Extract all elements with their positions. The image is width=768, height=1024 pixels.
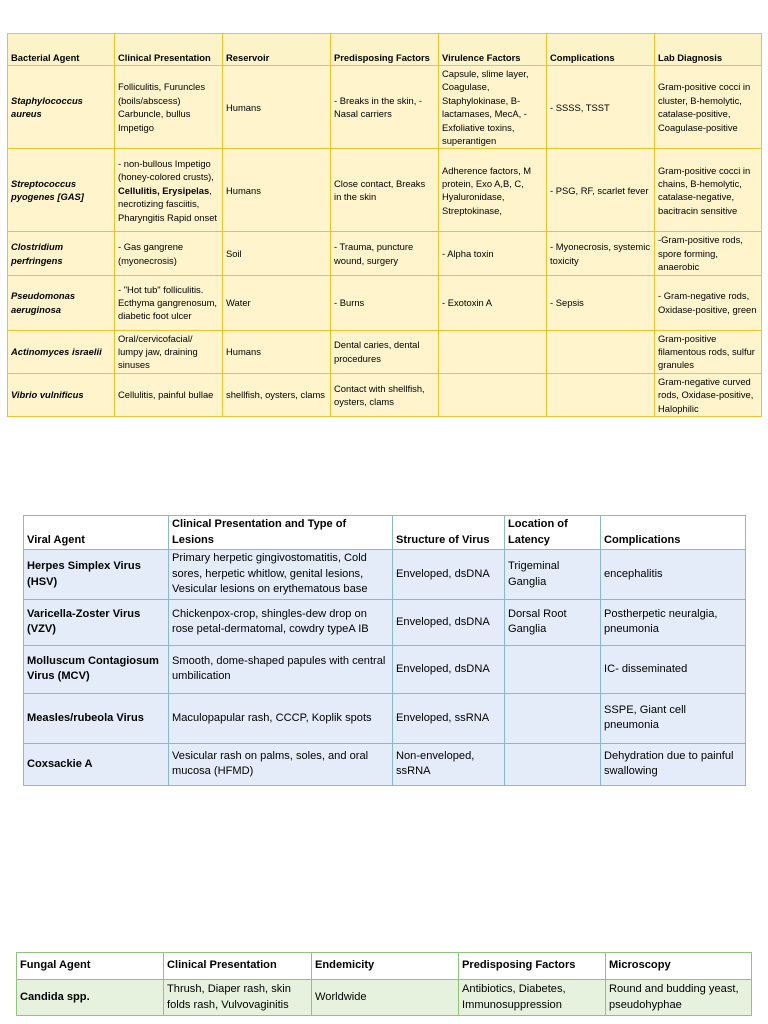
clinical-cell: Thrush, Diaper rash, skin folds rash, Vulvovaginitis xyxy=(164,980,312,1016)
column-header: Predisposing Factors xyxy=(331,34,439,66)
column-header: Clinical Presentation and Type of Lesions xyxy=(169,516,393,550)
virulence-cell: - Exotoxin A xyxy=(439,275,547,330)
complications-cell: - SSSS, TSST xyxy=(547,66,655,149)
virulence-cell: Capsule, slime layer, Coagulase, Staphylokinase, B-lactamases, MecA, - Exfoliative toxins, superantigen xyxy=(439,66,547,149)
clinical-cell: Oral/cervicofacial/ lumpy jaw, draining sinuses xyxy=(115,330,223,373)
reservoir-cell: Humans xyxy=(223,66,331,149)
agent-cell: Clostridium perfringens xyxy=(8,232,115,275)
structure-cell: Non-enveloped, ssRNA xyxy=(393,743,505,785)
clinical-cell: Cellulitis, painful bullae xyxy=(115,373,223,416)
reservoir-cell: Humans xyxy=(223,330,331,373)
agent-cell: Candida spp. xyxy=(17,980,164,1016)
clinical-cell: Smooth, dome-shaped papules with central umbilication xyxy=(169,645,393,693)
table-row xyxy=(8,66,762,149)
endemicity-cell: Worldwide xyxy=(312,980,459,1016)
virulence-cell xyxy=(439,373,547,416)
complications-cell: - PSG, RF, scarlet fever xyxy=(547,149,655,232)
predisposing-cell: Dental caries, dental procedures xyxy=(331,330,439,373)
agent-cell: Coxsackie A xyxy=(24,743,169,785)
table-row xyxy=(8,149,762,232)
latency-cell: Dorsal Root Ganglia xyxy=(505,599,601,645)
clinical-cell: Folliculitis, Furuncles (boils/abscess) Carbuncle, bullus Impetigo xyxy=(115,66,223,149)
table-row xyxy=(24,743,746,785)
agent-cell: Measles/rubeola Virus xyxy=(24,693,169,743)
column-header: Structure of Virus xyxy=(393,516,505,550)
column-header: Predisposing Factors xyxy=(459,953,606,980)
table-row xyxy=(24,645,746,693)
clinical-bold-text: Cellulitis, Erysipelas xyxy=(118,184,210,196)
table-row xyxy=(8,275,762,330)
agent-cell: Actinomyces israelii xyxy=(8,330,115,373)
clinical-cell: Chickenpox-crop, shingles-dew drop on rose petal-dermatomal, cowdry typeA IB xyxy=(169,599,393,645)
complications-cell xyxy=(547,330,655,373)
table-row xyxy=(8,330,762,373)
viral-agents-table xyxy=(23,515,746,786)
latency-cell xyxy=(505,693,601,743)
table-header-row xyxy=(17,953,752,980)
agent-cell: Streptococcus pyogenes [GAS] xyxy=(8,149,115,232)
lab-cell: Gram-positive filamentous rods, sulfur granules xyxy=(655,330,762,373)
complications-cell: - Myonecrosis, systemic toxicity xyxy=(547,232,655,275)
table-row xyxy=(17,980,752,1016)
column-header: Clinical Presentation xyxy=(164,953,312,980)
table-header-row xyxy=(24,516,746,550)
column-header: Complications xyxy=(601,516,746,550)
fungal-agents-table xyxy=(16,952,752,1016)
column-header: Clinical Presentation xyxy=(115,34,223,66)
predisposing-cell: - Trauma, puncture wound, surgery xyxy=(331,232,439,275)
reservoir-cell: shellfish, oysters, clams xyxy=(223,373,331,416)
lab-cell: Gram-negative curved rods, Oxidase-positive, Halophilic xyxy=(655,373,762,416)
complications-cell: Postherpetic neuralgia, pneumonia xyxy=(601,599,746,645)
structure-cell: Enveloped, ssRNA xyxy=(393,693,505,743)
column-header: Microscopy xyxy=(606,953,752,980)
structure-cell: Enveloped, dsDNA xyxy=(393,550,505,600)
complications-cell: SSPE, Giant cell pneumonia xyxy=(601,693,746,743)
clinical-cell: Primary herpetic gingivostomatitis, Cold sores, herpetic whitlow, genital lesions, Vesicular lesions on erythematous base xyxy=(169,550,393,600)
latency-cell xyxy=(505,743,601,785)
column-header: Viral Agent xyxy=(24,516,169,550)
lab-cell: -Gram-positive rods, spore forming, anaerobic xyxy=(655,232,762,275)
table-row xyxy=(24,693,746,743)
reservoir-cell: Water xyxy=(223,275,331,330)
reservoir-cell: Soil xyxy=(223,232,331,275)
table-row xyxy=(8,373,762,416)
table-row xyxy=(24,599,746,645)
complications-cell: IC- disseminated xyxy=(601,645,746,693)
complications-cell: encephalitis xyxy=(601,550,746,600)
column-header: Virulence Factors xyxy=(439,34,547,66)
virulence-cell: Adherence factors, M protein, Exo A,B, C, Hyaluronidase, Streptokinase, xyxy=(439,149,547,232)
table-row xyxy=(24,550,746,600)
agent-cell: Vibrio vulnificus xyxy=(8,373,115,416)
complications-cell xyxy=(547,373,655,416)
bacterial-agents-table xyxy=(7,33,762,417)
agent-cell: Varicella-Zoster Virus (VZV) xyxy=(24,599,169,645)
column-header: Fungal Agent xyxy=(17,953,164,980)
table-row xyxy=(8,232,762,275)
column-header: Reservoir xyxy=(223,34,331,66)
reservoir-cell: Humans xyxy=(223,149,331,232)
predisposing-cell: - Breaks in the skin, - Nasal carriers xyxy=(331,66,439,149)
clinical-cell xyxy=(115,149,223,232)
latency-cell xyxy=(505,645,601,693)
agent-cell: Staphylococcus aureus xyxy=(8,66,115,149)
clinical-cell: - "Hot tub" folliculitis. Ecthyma gangrenosum, diabetic foot ulcer xyxy=(115,275,223,330)
predisposing-cell: Contact with shellfish, oysters, clams xyxy=(331,373,439,416)
clinical-cell: - Gas gangrene (myonecrosis) xyxy=(115,232,223,275)
agent-cell: Pseudomonas aeruginosa xyxy=(8,275,115,330)
column-header: Endemicity xyxy=(312,953,459,980)
agent-cell: Herpes Simplex Virus (HSV) xyxy=(24,550,169,600)
clinical-cell: Maculopapular rash, CCCP, Koplik spots xyxy=(169,693,393,743)
lab-cell: Gram-positive cocci in chains, B-hemolytic, catalase-negative, bacitracin sensitive xyxy=(655,149,762,232)
clinical-text: - non-bullous Impetigo (honey-colored crusts), xyxy=(118,157,214,183)
complications-cell: - Sepsis xyxy=(547,275,655,330)
lab-cell: Gram-positive cocci in cluster, B-hemolytic, catalase-positive, Coagulase-positive xyxy=(655,66,762,149)
microscopy-cell: Round and budding yeast, pseudohyphae xyxy=(606,980,752,1016)
complications-cell: Dehydration due to painful swallowing xyxy=(601,743,746,785)
latency-cell: Trigeminal Ganglia xyxy=(505,550,601,600)
clinical-text: , necrotizing fasciitis, Pharyngitis Rapid onset xyxy=(118,184,218,223)
clinical-cell: Vesicular rash on palms, soles, and oral mucosa (HFMD) xyxy=(169,743,393,785)
predisposing-cell: Close contact, Breaks in the skin xyxy=(331,149,439,232)
agent-cell: Molluscum Contagiosum Virus (MCV) xyxy=(24,645,169,693)
column-header: Bacterial Agent xyxy=(8,34,115,66)
predisposing-cell: - Burns xyxy=(331,275,439,330)
column-header: Lab Diagnosis xyxy=(655,34,762,66)
table-header-row xyxy=(8,34,762,66)
column-header: Location of Latency xyxy=(505,516,601,550)
column-header: Complications xyxy=(547,34,655,66)
lab-cell: - Gram-negative rods, Oxidase-positive, green xyxy=(655,275,762,330)
virulence-cell xyxy=(439,330,547,373)
structure-cell: Enveloped, dsDNA xyxy=(393,645,505,693)
structure-cell: Enveloped, dsDNA xyxy=(393,599,505,645)
virulence-cell: - Alpha toxin xyxy=(439,232,547,275)
predisposing-cell: Antibiotics, Diabetes, Immunosuppression xyxy=(459,980,606,1016)
